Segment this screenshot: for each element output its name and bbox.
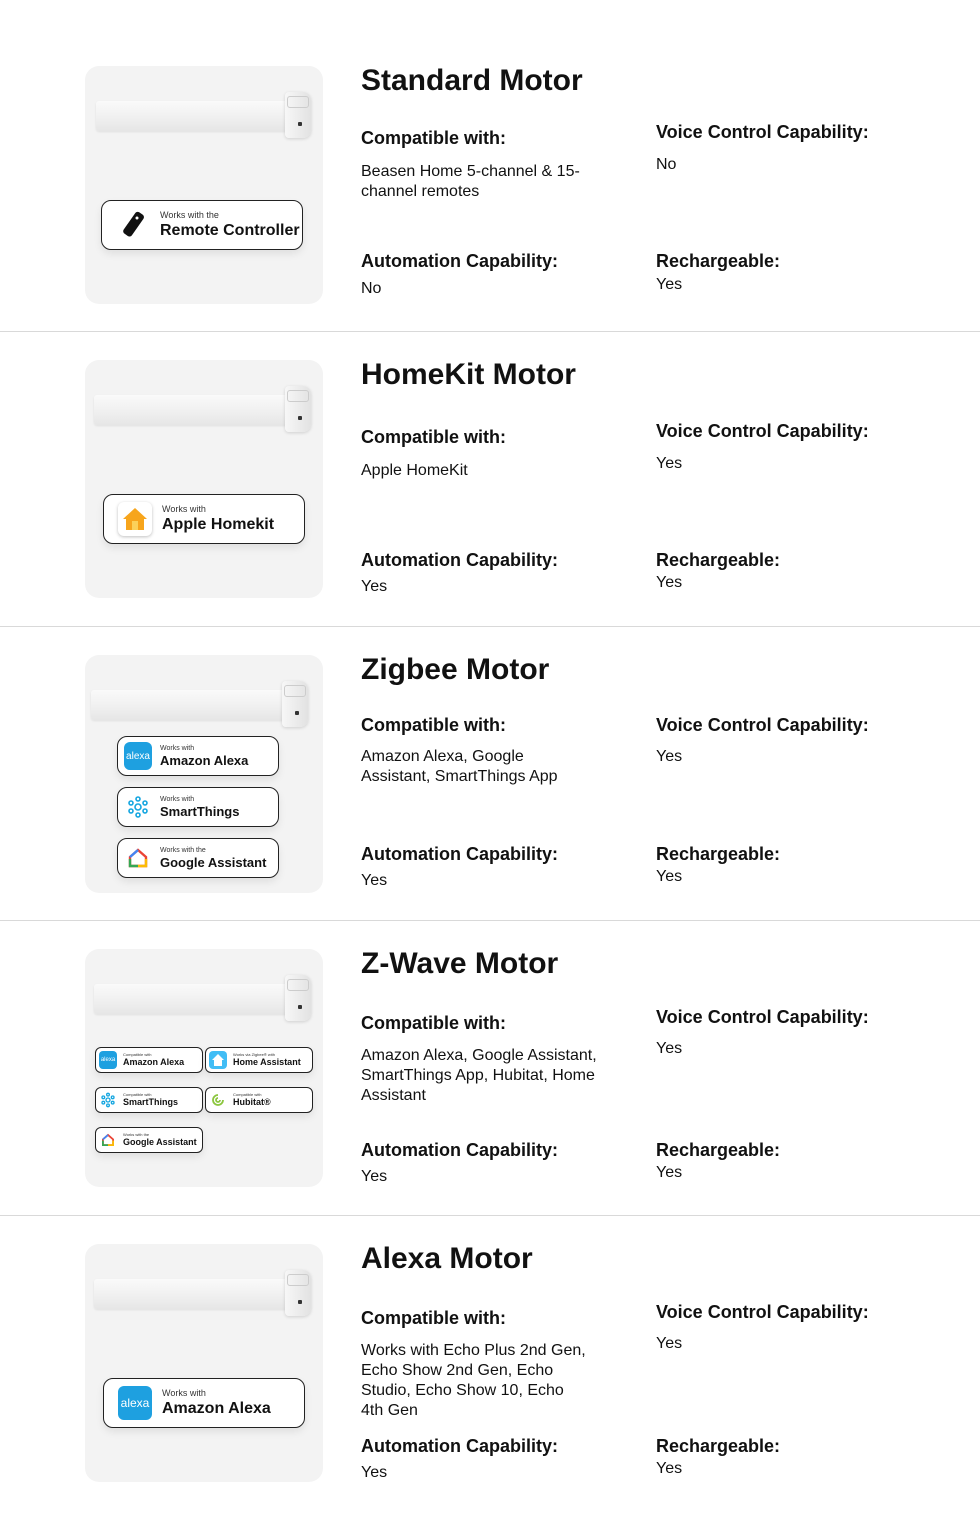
badge-big-text: SmartThings [123,1097,179,1107]
badge-big-text: Hubitat® [233,1097,271,1107]
home-assistant-icon [209,1051,227,1069]
voice-value: No [656,156,677,173]
motor-section-standard [0,0,980,297]
motor-title: HomeKit Motor [361,358,576,391]
badge-big-text: Google Assistant [160,855,267,870]
smartthings-icon [124,793,152,821]
compat-badge [95,1087,203,1113]
compat-badge [103,494,305,544]
product-image-card [85,655,323,893]
motor-endcap-image [285,386,311,432]
compat-badge [205,1047,313,1073]
motor-section-zwave [0,883,980,1185]
product-image-card [85,360,323,598]
motor-title: Zigbee Motor [361,653,550,686]
badge-small-text: Compatible with [233,1092,262,1097]
motor-title: Z-Wave Motor [361,947,559,980]
compatible-value: Amazon Alexa, Google Assistant, SmartThings App [361,748,558,785]
product-image-card [85,949,323,1187]
motor-section-zigbee [0,589,980,889]
curtain-rod-image [94,984,294,1014]
automation-label: Automation Capability: [361,1140,558,1160]
badge-big-text: SmartThings [160,804,240,819]
compat-badge [103,1378,305,1428]
rechargeable-label: Rechargeable: [656,550,781,570]
voice-label: Voice Control Capability: [656,1007,869,1027]
badge-small-text: Works with [162,1388,206,1398]
voice-label: Voice Control Capability: [656,1302,869,1322]
automation-value: Yes [361,872,388,889]
voice-value: Yes [656,1040,683,1057]
motor-section-alexa [0,1178,980,1481]
rechargeable-label: Rechargeable: [656,1140,781,1160]
google-home-icon [99,1131,117,1149]
badge-small-text: Compatible with [123,1052,152,1057]
curtain-rod-image [96,101,296,131]
badge-small-text: Compatible with [123,1092,152,1097]
voice-value: Yes [656,748,683,765]
automation-value: Yes [361,1464,388,1481]
voice-label: Voice Control Capability: [656,122,869,142]
product-image-card [85,66,323,304]
google-home-icon [124,844,152,872]
remote-icon [116,208,150,242]
hubitat-icon [209,1091,227,1109]
badge-big-text: Google Assistant [123,1137,197,1147]
rechargeable-value: Yes [656,276,683,293]
voice-value: Yes [656,1335,683,1352]
compatible-value: Works with Echo Plus 2nd Gen, Echo Show 2nd Gen, Echo Studio, Echo Show 10, Echo 4th Gen [361,1342,586,1419]
compat-badge [117,838,279,878]
automation-value: No [361,280,382,297]
badge-small-text: Works with [160,796,195,803]
compatible-value: Beasen Home 5-channel & 15-channel remotes [361,163,580,200]
compatible-value: Amazon Alexa, Google Assistant, SmartThings App, Hubitat, Home Assistant [361,1047,597,1104]
compat-badge [117,736,279,776]
badge-small-text: Works with the [160,210,219,220]
motor-endcap-image [285,92,311,138]
rechargeable-value: Yes [656,1460,683,1477]
compatible-label: Compatible with: [361,128,506,148]
badge-small-text: Works with the [160,847,206,854]
voice-label: Voice Control Capability: [656,715,869,735]
compat-badge [101,200,303,250]
rechargeable-label: Rechargeable: [656,844,781,864]
curtain-rod-image [94,1279,294,1309]
compat-badge [95,1127,203,1153]
product-image-card [85,1244,323,1482]
badge-small-text: Works with [160,745,195,752]
voice-value: Yes [656,455,683,472]
alexa-icon: alexa [124,742,152,770]
compat-badge [95,1047,203,1073]
rechargeable-value: Yes [656,574,683,591]
curtain-rod-image [94,395,294,425]
badge-big-text: Amazon Alexa [123,1057,185,1067]
automation-label: Automation Capability: [361,1436,558,1456]
automation-value: Yes [361,578,388,595]
rechargeable-label: Rechargeable: [656,251,781,271]
motor-title: Alexa Motor [361,1242,533,1275]
badge-small-text: Works via Zigbee® with [233,1052,275,1057]
motor-endcap-image [282,681,308,727]
curtain-rod-image [91,690,291,720]
badge-small-text: Works with the [123,1132,150,1137]
compatible-label: Compatible with: [361,1308,506,1328]
rechargeable-value: Yes [656,1164,683,1181]
automation-label: Automation Capability: [361,550,558,570]
compat-badge [117,787,279,827]
motor-endcap-image [285,1270,311,1316]
motor-endcap-image [285,975,311,1021]
alexa-icon: alexa [118,1386,152,1420]
badge-small-text: Works with [162,504,206,514]
smartthings-icon [99,1091,117,1109]
badge-big-text: Amazon Alexa [162,1400,271,1417]
automation-label: Automation Capability: [361,844,558,864]
homekit-icon [118,502,152,536]
compatible-label: Compatible with: [361,1013,506,1033]
compat-badge [205,1087,313,1113]
alexa-icon: alexa [99,1051,117,1069]
compatible-label: Compatible with: [361,427,506,447]
motor-title: Standard Motor [361,64,583,97]
badge-big-text: Apple Homekit [162,516,275,533]
compatible-value: Apple HomeKit [361,462,468,479]
badge-big-text: Amazon Alexa [160,753,249,768]
automation-label: Automation Capability: [361,251,558,271]
automation-value: Yes [361,1168,388,1185]
compatible-label: Compatible with: [361,715,506,735]
badge-big-text: Remote Controller [160,222,300,239]
badge-big-text: Home Assistant [233,1057,301,1067]
motor-section-homekit [0,294,980,595]
rechargeable-value: Yes [656,868,683,885]
voice-label: Voice Control Capability: [656,421,869,441]
rechargeable-label: Rechargeable: [656,1436,781,1456]
